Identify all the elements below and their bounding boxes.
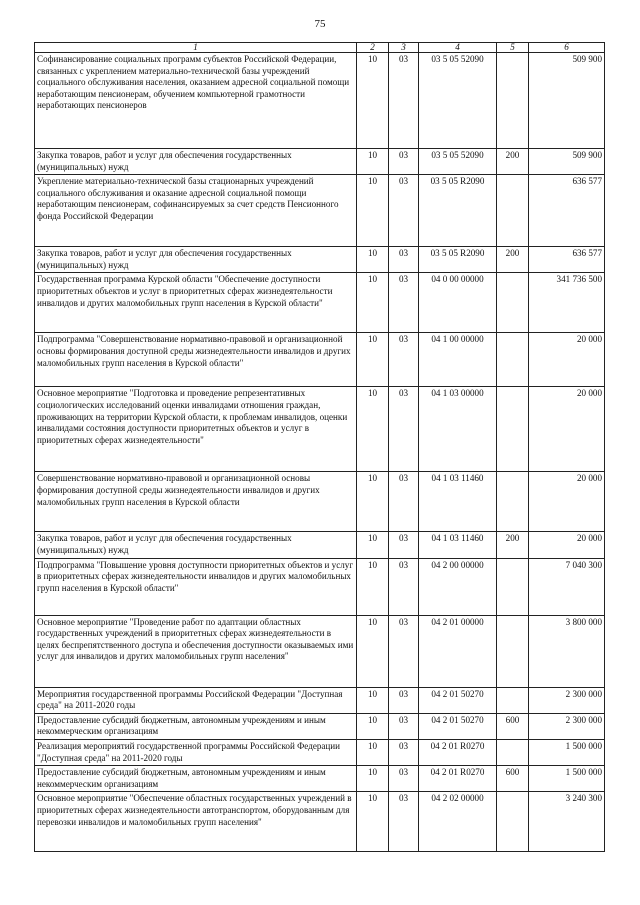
section-code-cell: 10 (357, 792, 389, 852)
subsection-code-cell: 03 (389, 532, 419, 558)
item-name-cell: Реализация мероприятий государственной программы Российской Федерации "Доступная среда" на 2011-2020 годы (35, 739, 357, 765)
item-name-cell: Основное мероприятие "Подготовка и проведение репрезентативных социологических исследований оценки инвалидами отношения граждан, проживающих на территории Курской области, к проблемам инвалидов, оценки инвалидами состояния доступности приоритетных объектов и услуг в приоритетных сферах жизнедеятельности" (35, 387, 357, 472)
table-row (35, 53, 605, 149)
item-name-cell: Подпрограмма "Совершенствование нормативно-правовой и организационной основы формирования доступной среды жизнедеятельности инвалидов и других маломобильных групп населения в Курской области" (35, 333, 357, 387)
item-name-cell: Закупка товаров, работ и услуг для обеспечения государственных (муниципальных) нужд (35, 247, 357, 273)
amount-cell: 2 300 000 (529, 687, 605, 713)
section-code-cell: 10 (357, 713, 389, 739)
target-article-cell: 04 1 03 11460 (419, 532, 497, 558)
table-row (35, 149, 605, 175)
expense-type-cell (497, 739, 529, 765)
subsection-code-cell: 03 (389, 687, 419, 713)
expense-type-cell (497, 273, 529, 333)
item-name-cell: Основное мероприятие "Проведение работ по адаптации областных государственных учреждений в приоритетных сферах жизнедеятельности в целях беспрепятственного доступа и обеспечения доступности оказываемых ими услуг для инвалидов и других маломобильных групп населения" (35, 615, 357, 687)
subsection-code-cell: 03 (389, 53, 419, 149)
budget-table (34, 42, 605, 852)
subsection-code-cell: 03 (389, 766, 419, 792)
expense-type-cell (497, 615, 529, 687)
subsection-code-cell: 03 (389, 247, 419, 273)
subsection-code-cell: 03 (389, 792, 419, 852)
amount-cell: 20 000 (529, 472, 605, 532)
subsection-code-cell: 03 (389, 739, 419, 765)
section-code-cell: 10 (357, 175, 389, 247)
expense-type-cell: 200 (497, 247, 529, 273)
subsection-code-cell: 03 (389, 615, 419, 687)
amount-cell: 3 800 000 (529, 615, 605, 687)
table-row (35, 387, 605, 472)
expense-type-cell: 600 (497, 766, 529, 792)
item-name-cell: Софинансирование социальных программ субъектов Российской Федерации, связанных с укреплением материально-технической базы учреждений социального обслуживания населения, оказанием адресной социальной помощи неработающим пенсионерам, обучением компьютерной грамотности неработающих пенсионеров (35, 53, 357, 149)
table-row (35, 532, 605, 558)
table-row (35, 472, 605, 532)
subsection-code-cell: 03 (389, 175, 419, 247)
column-header: 5 (497, 43, 529, 53)
amount-cell: 20 000 (529, 333, 605, 387)
table-row (35, 792, 605, 852)
section-code-cell: 10 (357, 53, 389, 149)
column-header: 2 (357, 43, 389, 53)
amount-cell: 341 736 500 (529, 273, 605, 333)
amount-cell: 2 300 000 (529, 713, 605, 739)
target-article-cell: 04 2 02 00000 (419, 792, 497, 852)
section-code-cell: 10 (357, 766, 389, 792)
item-name-cell: Предоставление субсидий бюджетным, автономным учреждениям и иным некоммерческим организациям (35, 766, 357, 792)
target-article-cell: 04 2 01 R0270 (419, 739, 497, 765)
column-header: 6 (529, 43, 605, 53)
table-row (35, 333, 605, 387)
amount-cell: 636 577 (529, 247, 605, 273)
expense-type-cell (497, 387, 529, 472)
target-article-cell: 03 5 05 52090 (419, 53, 497, 149)
amount-cell: 20 000 (529, 532, 605, 558)
section-code-cell: 10 (357, 149, 389, 175)
amount-cell: 636 577 (529, 175, 605, 247)
section-code-cell: 10 (357, 687, 389, 713)
amount-cell: 1 500 000 (529, 739, 605, 765)
table-row (35, 766, 605, 792)
section-code-cell: 10 (357, 558, 389, 615)
section-code-cell: 10 (357, 615, 389, 687)
amount-cell: 20 000 (529, 387, 605, 472)
item-name-cell: Мероприятия государственной программы Российской Федерации "Доступная среда" на 2011-2020 годы (35, 687, 357, 713)
subsection-code-cell: 03 (389, 387, 419, 472)
target-article-cell: 04 1 03 11460 (419, 472, 497, 532)
expense-type-cell (497, 333, 529, 387)
subsection-code-cell: 03 (389, 472, 419, 532)
target-article-cell: 03 5 05 R2090 (419, 247, 497, 273)
target-article-cell: 04 1 03 00000 (419, 387, 497, 472)
item-name-cell: Подпрограмма "Повышение уровня доступности приоритетных объектов и услуг в приоритетных сферах жизнедеятельности инвалидов и других маломобильных групп населения в Курской области" (35, 558, 357, 615)
item-name-cell: Совершенствование нормативно-правовой и организационной основы формирования доступной среды жизнедеятельности инвалидов и других маломобильных групп населения в Курской области (35, 472, 357, 532)
item-name-cell: Закупка товаров, работ и услуг для обеспечения государственных (муниципальных) нужд (35, 149, 357, 175)
section-code-cell: 10 (357, 333, 389, 387)
column-header: 1 (35, 43, 357, 53)
subsection-code-cell: 03 (389, 273, 419, 333)
table-row (35, 739, 605, 765)
target-article-cell: 03 5 05 R2090 (419, 175, 497, 247)
expense-type-cell (497, 175, 529, 247)
page-number: 75 (314, 18, 326, 30)
target-article-cell: 04 2 01 50270 (419, 713, 497, 739)
target-article-cell: 04 1 00 00000 (419, 333, 497, 387)
item-name-cell: Укрепление материально-технической базы стационарных учреждений социального обслуживания и оказание адресной социальной помощи неработающим пенсионерам, софинансируемых за счет средств Пенсионного фонда Российской Федерации (35, 175, 357, 247)
table-row (35, 615, 605, 687)
expense-type-cell (497, 558, 529, 615)
item-name-cell: Основное мероприятие "Обеспечение областных государственных учреждений в приоритетных сферах жизнедеятельности автотранспортом, оборудованным для перевозки инвалидов и маломобильных групп населения" (35, 792, 357, 852)
amount-cell: 3 240 300 (529, 792, 605, 852)
expense-type-cell (497, 792, 529, 852)
amount-cell: 7 040 300 (529, 558, 605, 615)
item-name-cell: Закупка товаров, работ и услуг для обеспечения государственных (муниципальных) нужд (35, 532, 357, 558)
expense-type-cell: 200 (497, 532, 529, 558)
target-article-cell: 04 0 00 00000 (419, 273, 497, 333)
subsection-code-cell: 03 (389, 333, 419, 387)
expense-type-cell (497, 53, 529, 149)
amount-cell: 509 900 (529, 53, 605, 149)
table-row (35, 273, 605, 333)
subsection-code-cell: 03 (389, 149, 419, 175)
target-article-cell: 03 5 05 52090 (419, 149, 497, 175)
item-name-cell: Государственная программа Курской области "Обеспечение доступности приоритетных объектов и услуг в приоритетных сферах жизнедеятельности инвалидов и других маломобильных групп населения в Курской области" (35, 273, 357, 333)
item-name-cell: Предоставление субсидий бюджетным, автономным учреждениям и иным некоммерческим организациям (35, 713, 357, 739)
section-code-cell: 10 (357, 532, 389, 558)
target-article-cell: 04 2 01 00000 (419, 615, 497, 687)
column-header: 3 (389, 43, 419, 53)
target-article-cell: 04 2 01 50270 (419, 687, 497, 713)
table-row (35, 247, 605, 273)
column-header: 4 (419, 43, 497, 53)
subsection-code-cell: 03 (389, 713, 419, 739)
amount-cell: 1 500 000 (529, 766, 605, 792)
table-row (35, 558, 605, 615)
expense-type-cell (497, 472, 529, 532)
section-code-cell: 10 (357, 273, 389, 333)
section-code-cell: 10 (357, 472, 389, 532)
table-row (35, 713, 605, 739)
table-row (35, 687, 605, 713)
target-article-cell: 04 2 00 00000 (419, 558, 497, 615)
table-row (35, 175, 605, 247)
expense-type-cell (497, 687, 529, 713)
subsection-code-cell: 03 (389, 558, 419, 615)
column-number-row (35, 43, 605, 53)
section-code-cell: 10 (357, 739, 389, 765)
section-code-cell: 10 (357, 387, 389, 472)
expense-type-cell: 200 (497, 149, 529, 175)
amount-cell: 509 900 (529, 149, 605, 175)
section-code-cell: 10 (357, 247, 389, 273)
target-article-cell: 04 2 01 R0270 (419, 766, 497, 792)
expense-type-cell: 600 (497, 713, 529, 739)
